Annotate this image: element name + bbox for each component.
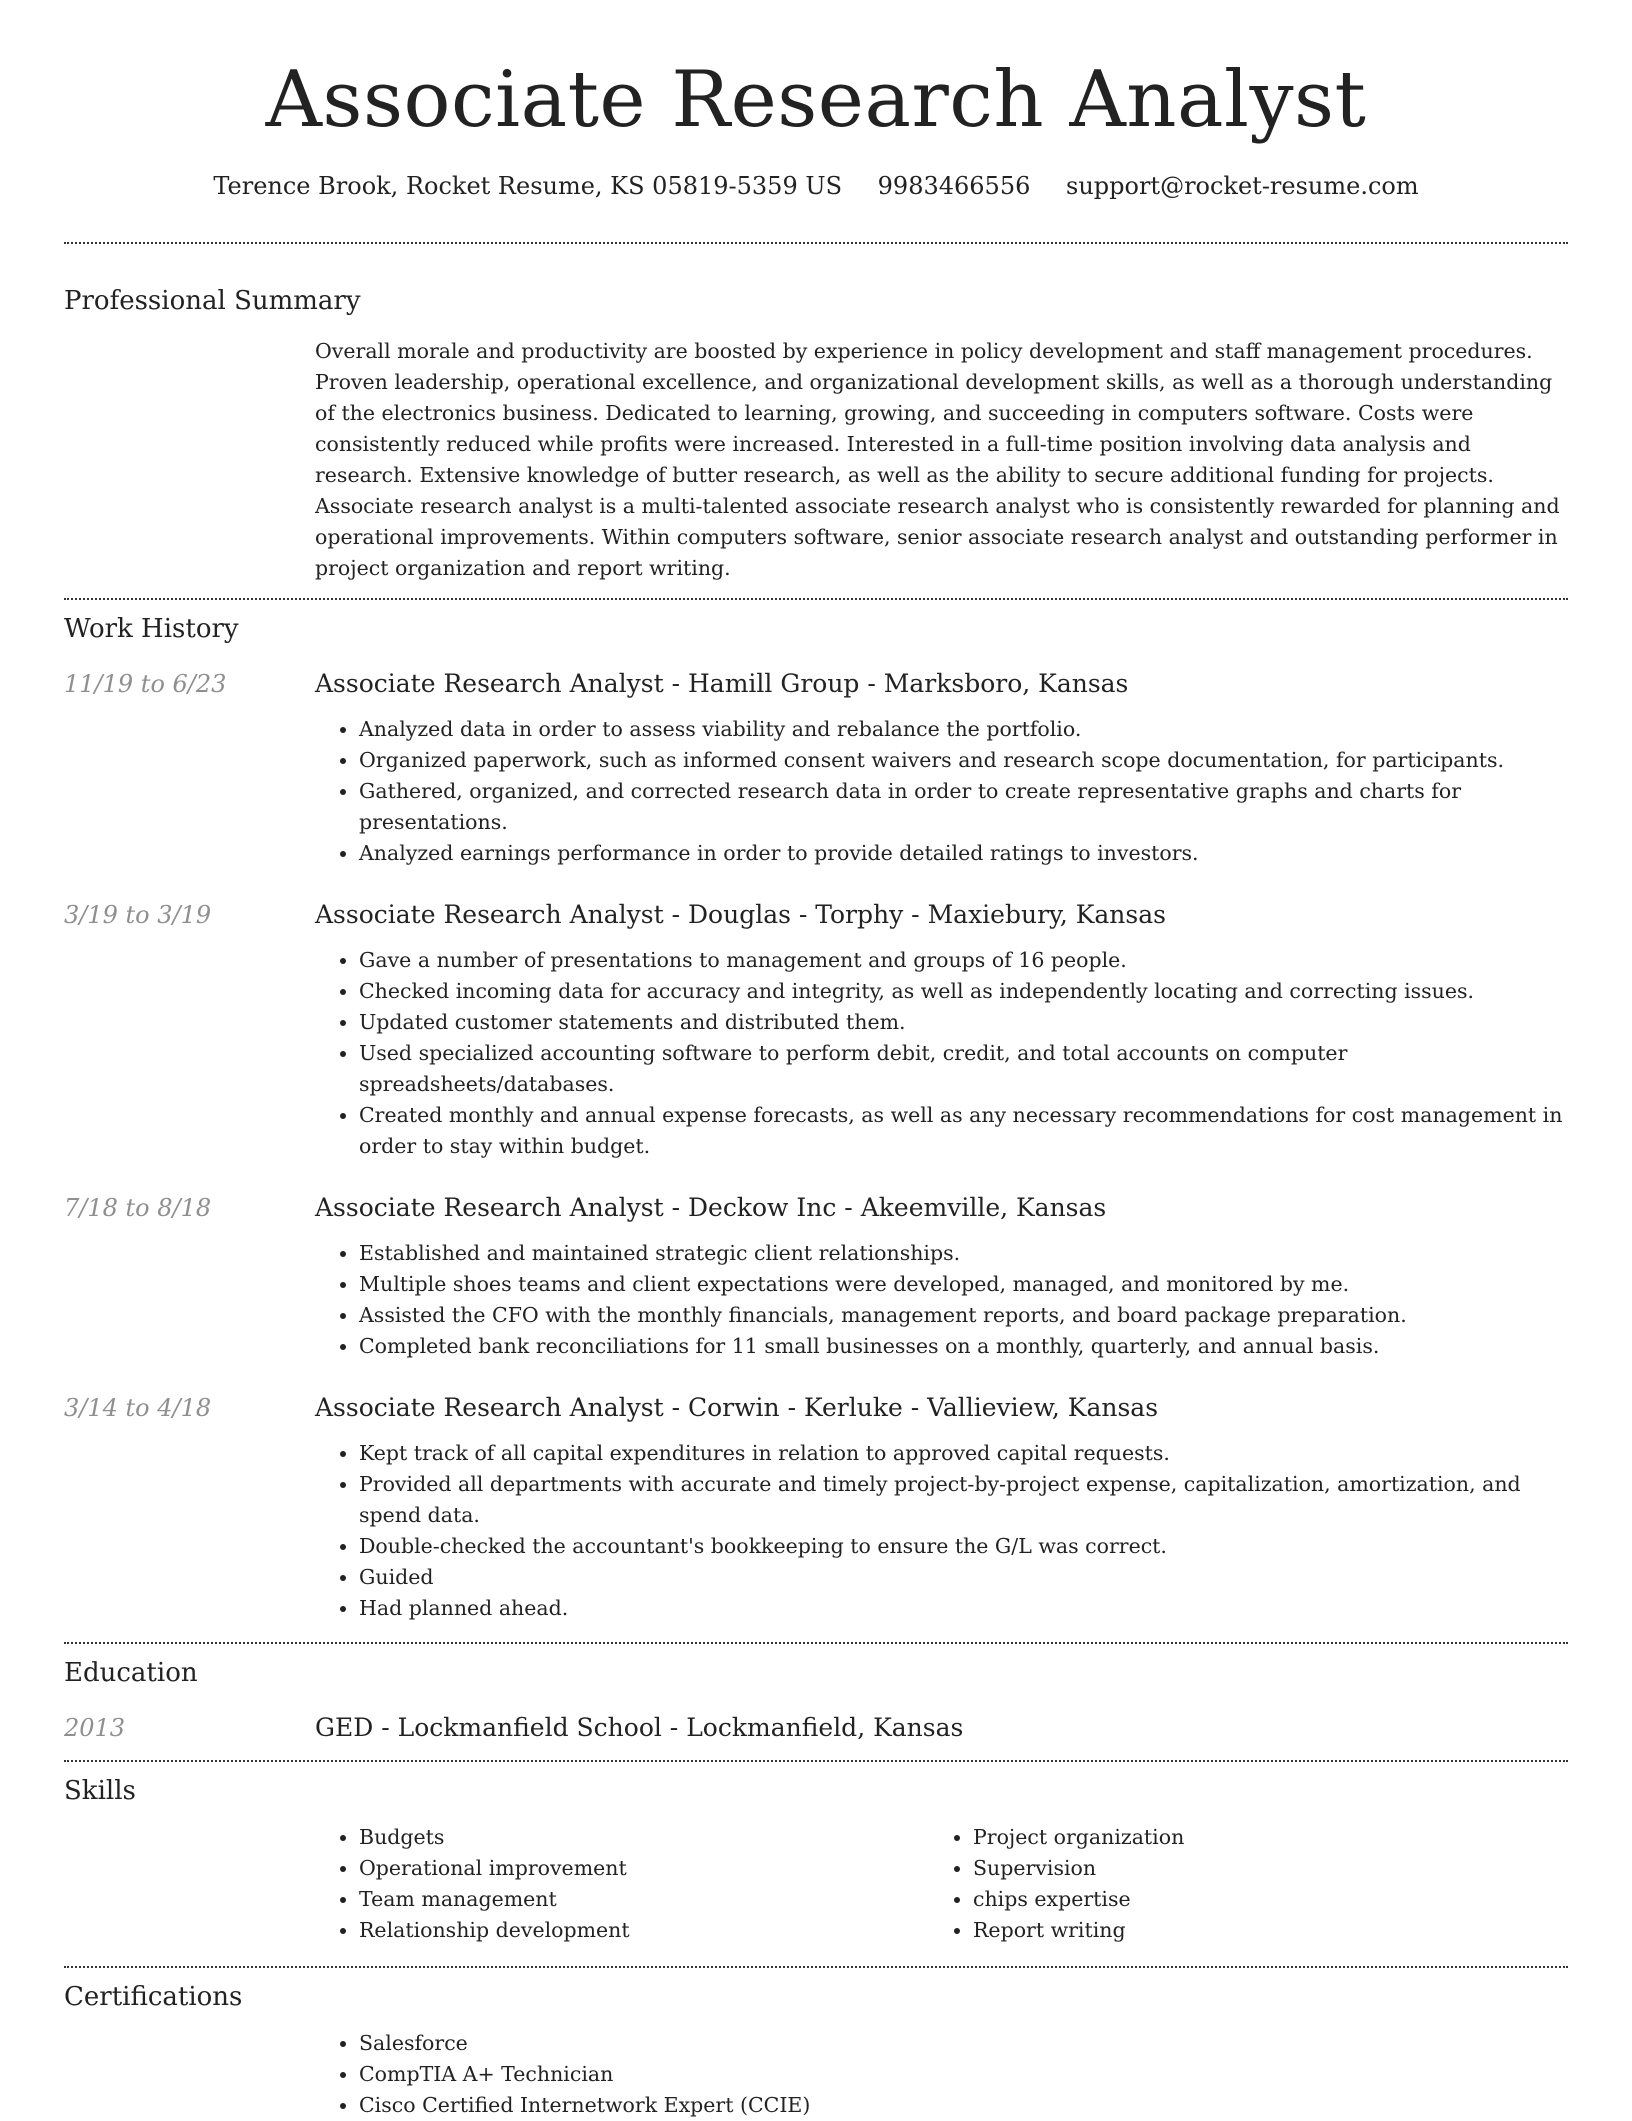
skills-columns <box>315 1822 1568 1946</box>
contact-line <box>64 170 1568 202</box>
list-item: • Gave a number of presentations to management and groups of 16 people. <box>359 945 1568 976</box>
divider <box>64 242 1568 244</box>
list-item: • Used specialized accounting software to perform debit, credit, and total accounts on computer spreadsheets/databases. <box>359 1038 1568 1100</box>
job-bullets <box>315 945 1568 1162</box>
job-entry <box>64 1192 1568 1362</box>
contact-address: Terence Brook, Rocket Resume, KS 05819-5359 US <box>213 172 843 200</box>
list-item: • Analyzed earnings performance in order to provide detailed ratings to investors. <box>359 838 1568 869</box>
job-entry <box>64 899 1568 1162</box>
job-title: Associate Research Analyst - Corwin - Kerluke - Vallieview, Kansas <box>315 1393 1159 1422</box>
divider <box>64 1642 1568 1644</box>
section-title-work-history: Work History <box>64 614 239 644</box>
list-item: • Checked incoming data for accuracy and integrity, as well as independently locating and correcting issues. <box>359 976 1568 1007</box>
education-date: 2013 <box>64 1714 126 1742</box>
job-date: 7/18 to 8/18 <box>64 1194 212 1222</box>
section-title-certifications: Certifications <box>64 1982 243 2012</box>
section-title-skills: Skills <box>64 1776 136 1806</box>
list-item: • CompTIA A+ Technician <box>359 2059 1568 2090</box>
resume-page <box>64 0 1568 2121</box>
list-item: • Assisted the CFO with the monthly financials, management reports, and board package preparation. <box>359 1300 1568 1331</box>
divider <box>64 598 1568 600</box>
job-date: 3/19 to 3/19 <box>64 901 212 929</box>
job-entry <box>64 668 1568 869</box>
list-item: • Double-checked the accountant's bookkeeping to ensure the G/L was correct. <box>359 1531 1568 1562</box>
skills-list-left <box>315 1822 929 1946</box>
certifications-list <box>315 2028 1568 2121</box>
job-title: Associate Research Analyst - Douglas - Torphy - Maxiebury, Kansas <box>315 900 1166 929</box>
list-item: • Completed bank reconciliations for 11 small businesses on a monthly, quarterly, and annual basis. <box>359 1331 1568 1362</box>
resume-name: Associate Research Analyst <box>265 55 1367 145</box>
list-item: • Budgets <box>359 1822 929 1853</box>
job-date: 11/19 to 6/23 <box>64 670 227 698</box>
list-item: • Kept track of all capital expenditures in relation to approved capital requests. <box>359 1438 1568 1469</box>
list-item: • chips expertise <box>973 1884 1543 1915</box>
education-title: GED - Lockmanfield School - Lockmanfield, Kansas <box>315 1713 964 1742</box>
list-item: • Supervision <box>973 1853 1543 1884</box>
job-title: Associate Research Analyst - Hamill Group - Marksboro, Kansas <box>315 669 1129 698</box>
list-item: • Relationship development <box>359 1915 929 1946</box>
summary-text: Overall morale and productivity are boosted by experience in policy development and staff management procedures. Proven leadership, operational excellence, and organizational development skills, as well as a thorough understanding of the electronics business. Dedicated to learning, growing, and succeeding in computers software. Costs were consistently reduced while profits were increased. Interested in a full-time position involving data analysis and research. Extensive knowledge of butter research, as well as the ability to secure additional funding for projects. Associate research analyst is a multi-talented associate research analyst who is consistently rewarded for planning and operational improvements. Within computers software, senior associate research analyst and outstanding performer in project organization and report writing. <box>315 339 1560 580</box>
education-entry <box>64 1712 1568 1744</box>
contact-email: support@rocket-resume.com <box>1066 172 1419 200</box>
list-item: • Cisco Certified Internetwork Expert (CCIE) <box>359 2090 1568 2121</box>
section-title-summary: Professional Summary <box>64 286 361 316</box>
section-title-education: Education <box>64 1658 198 1688</box>
job-bullets <box>315 714 1568 869</box>
list-item: • Operational improvement <box>359 1853 929 1884</box>
list-item: • Multiple shoes teams and client expectations were developed, managed, and monitored by me. <box>359 1269 1568 1300</box>
list-item: • Report writing <box>973 1915 1543 1946</box>
list-item: • Had planned ahead. <box>359 1593 1568 1624</box>
list-item: • Organized paperwork, such as informed consent waivers and research scope documentation, for participants. <box>359 745 1568 776</box>
job-title: Associate Research Analyst - Deckow Inc - Akeemville, Kansas <box>315 1193 1107 1222</box>
contact-phone: 9983466556 <box>877 172 1031 200</box>
divider <box>64 1760 1568 1762</box>
list-item: • Established and maintained strategic client relationships. <box>359 1238 1568 1269</box>
skills-list-right <box>929 1822 1543 1946</box>
list-item: • Provided all departments with accurate and timely project-by-project expense, capitalization, amortization, and spend data. <box>359 1469 1568 1531</box>
list-item: • Analyzed data in order to assess viability and rebalance the portfolio. <box>359 714 1568 745</box>
list-item: • Team management <box>359 1884 929 1915</box>
job-bullets <box>315 1438 1568 1624</box>
divider <box>64 1966 1568 1968</box>
list-item: • Guided <box>359 1562 1568 1593</box>
job-date: 3/14 to 4/18 <box>64 1394 212 1422</box>
list-item: • Updated customer statements and distributed them. <box>359 1007 1568 1038</box>
job-entry <box>64 1392 1568 1624</box>
list-item: • Salesforce <box>359 2028 1568 2059</box>
job-bullets <box>315 1238 1568 1362</box>
list-item: • Project organization <box>973 1822 1543 1853</box>
list-item: • Created monthly and annual expense forecasts, as well as any necessary recommendations for cost management in order to stay within budget. <box>359 1100 1568 1162</box>
list-item: • Gathered, organized, and corrected research data in order to create representative graphs and charts for presentations. <box>359 776 1568 838</box>
